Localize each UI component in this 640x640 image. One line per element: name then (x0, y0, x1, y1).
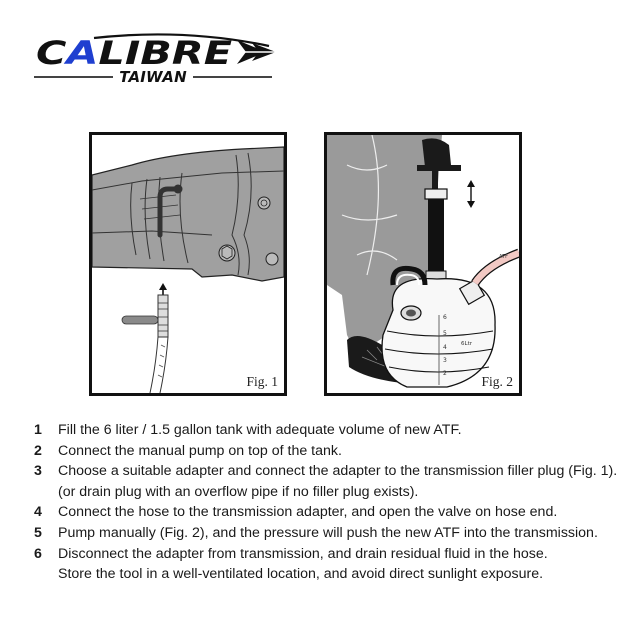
step-text: Disconnect the adapter from transmission, and drain residual fluid in the hose. (58, 545, 548, 562)
step-item (34, 420, 634, 441)
step-number: 6 (34, 545, 42, 562)
step-text: Store the tool in a well-ventilated location, and avoid direct sunlight exposure. (58, 566, 544, 583)
brand-country: TAIWAN (119, 68, 187, 86)
svg-text:CALIBRE: C A LIBRE (36, 34, 202, 72)
divider (193, 76, 272, 78)
step-item (34, 461, 634, 482)
transmission-illustration-icon (92, 135, 284, 393)
step-item (34, 544, 634, 565)
calibre-logo-icon (34, 32, 284, 72)
step-number: 3 (34, 463, 42, 480)
svg-text:6: 6 (443, 314, 447, 321)
svg-text:5: 5 (443, 330, 447, 337)
brand-subtitle (34, 68, 272, 86)
step-number: 2 (34, 442, 42, 459)
step-number: 4 (34, 504, 42, 521)
svg-text:ATF: ATF (499, 254, 508, 260)
svg-text:4: 4 (443, 344, 447, 351)
step-number: 5 (34, 524, 42, 541)
figure-label: Fig. 1 (246, 374, 278, 389)
svg-text:3: 3 (443, 357, 447, 364)
step-continuation (34, 482, 634, 503)
step-continuation (34, 564, 634, 585)
svg-text:2: 2 (443, 370, 447, 377)
instruction-steps (34, 420, 634, 585)
svg-text:6Ltr: 6Ltr (461, 341, 472, 347)
pump-tank-illustration-icon (327, 135, 519, 393)
step-item (34, 523, 634, 544)
step-text: Connect the manual pump on top of the tank. (58, 442, 342, 459)
step-text: Choose a suitable adapter and connect the adapter to the transmission filler plug (Fig. 1). (58, 463, 618, 480)
step-text: (or drain plug with an overflow pipe if no filler plug exists). (58, 483, 419, 500)
step-number: 1 (34, 422, 42, 438)
divider (34, 76, 113, 78)
figure-1 (89, 132, 287, 396)
figure-2 (324, 132, 522, 396)
step-text: Pump manually (Fig. 2), and the pressure will push the new ATF into the transmission. (58, 524, 598, 541)
figure-label: Fig. 2 (481, 374, 513, 389)
step-text: Fill the 6 liter / 1.5 gallon tank with adequate volume of new ATF. (58, 422, 462, 438)
step-item (34, 441, 634, 462)
step-text: Connect the hose to the transmission adapter, and open the valve on hose end. (58, 504, 558, 521)
step-item (34, 502, 634, 523)
arrow-up-down-icon (467, 180, 475, 208)
